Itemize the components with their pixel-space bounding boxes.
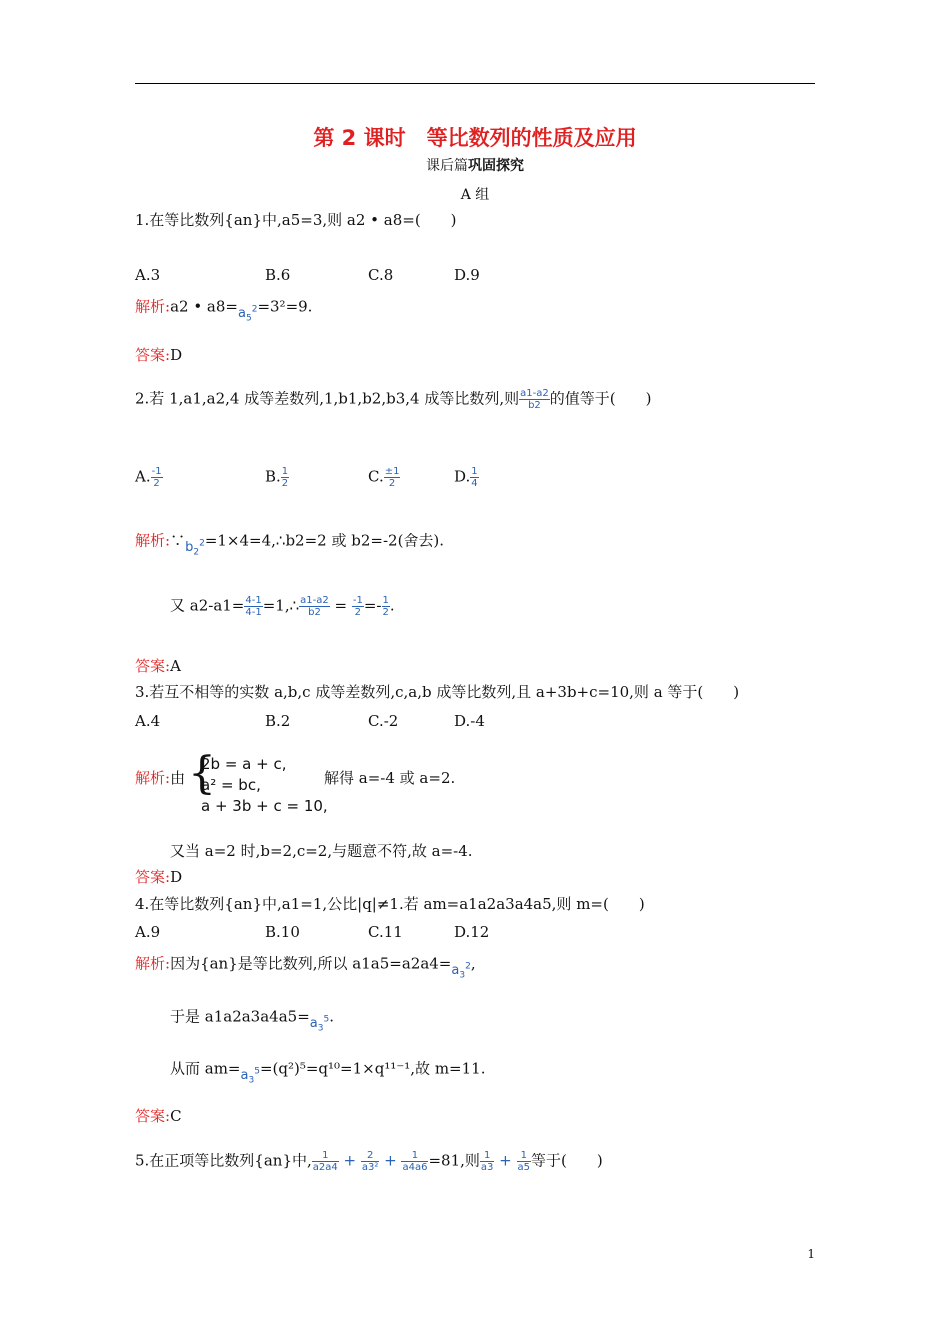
q2-answer: 答案:A bbox=[135, 657, 181, 675]
q2-analysis-line2: 又 a2-a1= $\frac{4-1}{4-1}$ =1,∴ $\frac{a1-a2}{b2}$ = $\frac{-1}{2}$ =- $\frac{1}{2}$ . bbox=[170, 595, 395, 618]
q1-stem: 1.在等比数列{an}中,a5=3,则 a2 • a8=( ) bbox=[135, 211, 457, 229]
q2-option-d: D. $\frac{1}{4}$ bbox=[454, 466, 478, 489]
q4-option-a: A.9 bbox=[135, 923, 161, 941]
q2-option-c: C. $\frac{\pm 1}{2}$ bbox=[368, 466, 400, 489]
q2-option-a: A. $\frac{-1}{2}$ bbox=[135, 466, 162, 489]
q1-option-a: A.3 bbox=[135, 266, 161, 284]
q4-option-c: C.11 bbox=[368, 923, 403, 941]
q1-answer: 答案:D bbox=[135, 346, 183, 364]
q3-analysis: 解析:由 bbox=[135, 769, 186, 787]
page-number: 1 bbox=[807, 1247, 815, 1261]
q4-stem: 4.在等比数列{an}中,a1=1,公比|q|≠1.若 am=a1a2a3a4a5,则 m=( ) bbox=[135, 895, 645, 913]
q2-analysis: 解析$:\because b_2^2=1\times 4=4,\therefore b2=2$ 或 b2=-2(舍去). bbox=[135, 531, 445, 558]
q3-system-brace: { bbox=[188, 748, 216, 799]
q3-option-b: B.2 bbox=[265, 712, 291, 730]
q1-math-image: $a_5^2$ bbox=[238, 305, 258, 324]
page-title: 第 2 课时 等比数列的性质及应用 bbox=[313, 126, 637, 150]
q3-answer: 答案:D bbox=[135, 868, 183, 886]
q4-option-d: D.12 bbox=[454, 923, 490, 941]
q4-analysis-line3: 从而 $am=a_3^5=(q^2)^5=q^{10}=1\times q^{11-1}$,故 m=11. bbox=[170, 1059, 486, 1086]
q3-system-eq1: 2b = a + c, bbox=[201, 755, 287, 773]
group-label: A 组 bbox=[460, 187, 490, 203]
q1-option-c: C.8 bbox=[368, 266, 394, 284]
q3-analysis-result: 解得 a=-4 或 a=2. bbox=[324, 769, 456, 787]
q2-option-b: B. $\frac{1}{2}$ bbox=[265, 466, 289, 489]
q3-stem: 3.若互不相等的实数 a,b,c 成等差数列,c,a,b 成等比数列,且 a+3b+c=10,则 a 等于( ) bbox=[135, 683, 740, 701]
q3-option-d: D.-4 bbox=[454, 712, 485, 730]
q3-option-c: C.-2 bbox=[368, 712, 399, 730]
q4-option-b: B.10 bbox=[265, 923, 300, 941]
q4-analysis-line2: 于是 $a1a2a3a4a5=a_3^5$. bbox=[170, 1007, 334, 1034]
q4-analysis: 解析:因为{an}是等比数列,所以 $a1a5=a2a4=a_3^2$, bbox=[135, 954, 476, 981]
q1-option-d: D.9 bbox=[454, 266, 480, 284]
q3-system-eq2: a² = bc, bbox=[201, 776, 261, 794]
q3-option-a: A.4 bbox=[135, 712, 161, 730]
q3-system-eq3: a + 3b + c = 10, bbox=[201, 797, 328, 815]
q5-stem: 5.在正项等比数列{an}中, $\frac{1}{a2a4}$ + $\frac{2}{\text{a3²}}$ + $\frac{1}{a4a6}$ =81,则 $\frac{1}{a3}$ + $\frac{1}{a5}$ 等于( ) bbox=[135, 1150, 603, 1173]
page-subtitle: 课后篇巩固探究 bbox=[426, 158, 524, 174]
q2-stem: 2.若 1,a1,a2,4 成等差数列,1,b1,b2,b3,4 成等比数列,则 $\frac{a1-a2}{b2}$ 的值等于( ) bbox=[135, 388, 652, 411]
header-rule bbox=[135, 83, 815, 84]
q1-analysis: 解析:a2 • $a8=a_5^2=3^2=9$. bbox=[135, 297, 313, 324]
q2-fraction: $\frac{a1-a2}{b2}$ bbox=[520, 388, 549, 411]
q1-option-b: B.6 bbox=[265, 266, 291, 284]
q3-analysis-line2: 又当 a=2 时,b=2,c=2,与题意不符,故 a=-4. bbox=[170, 842, 473, 860]
q4-answer: 答案:C bbox=[135, 1107, 182, 1125]
